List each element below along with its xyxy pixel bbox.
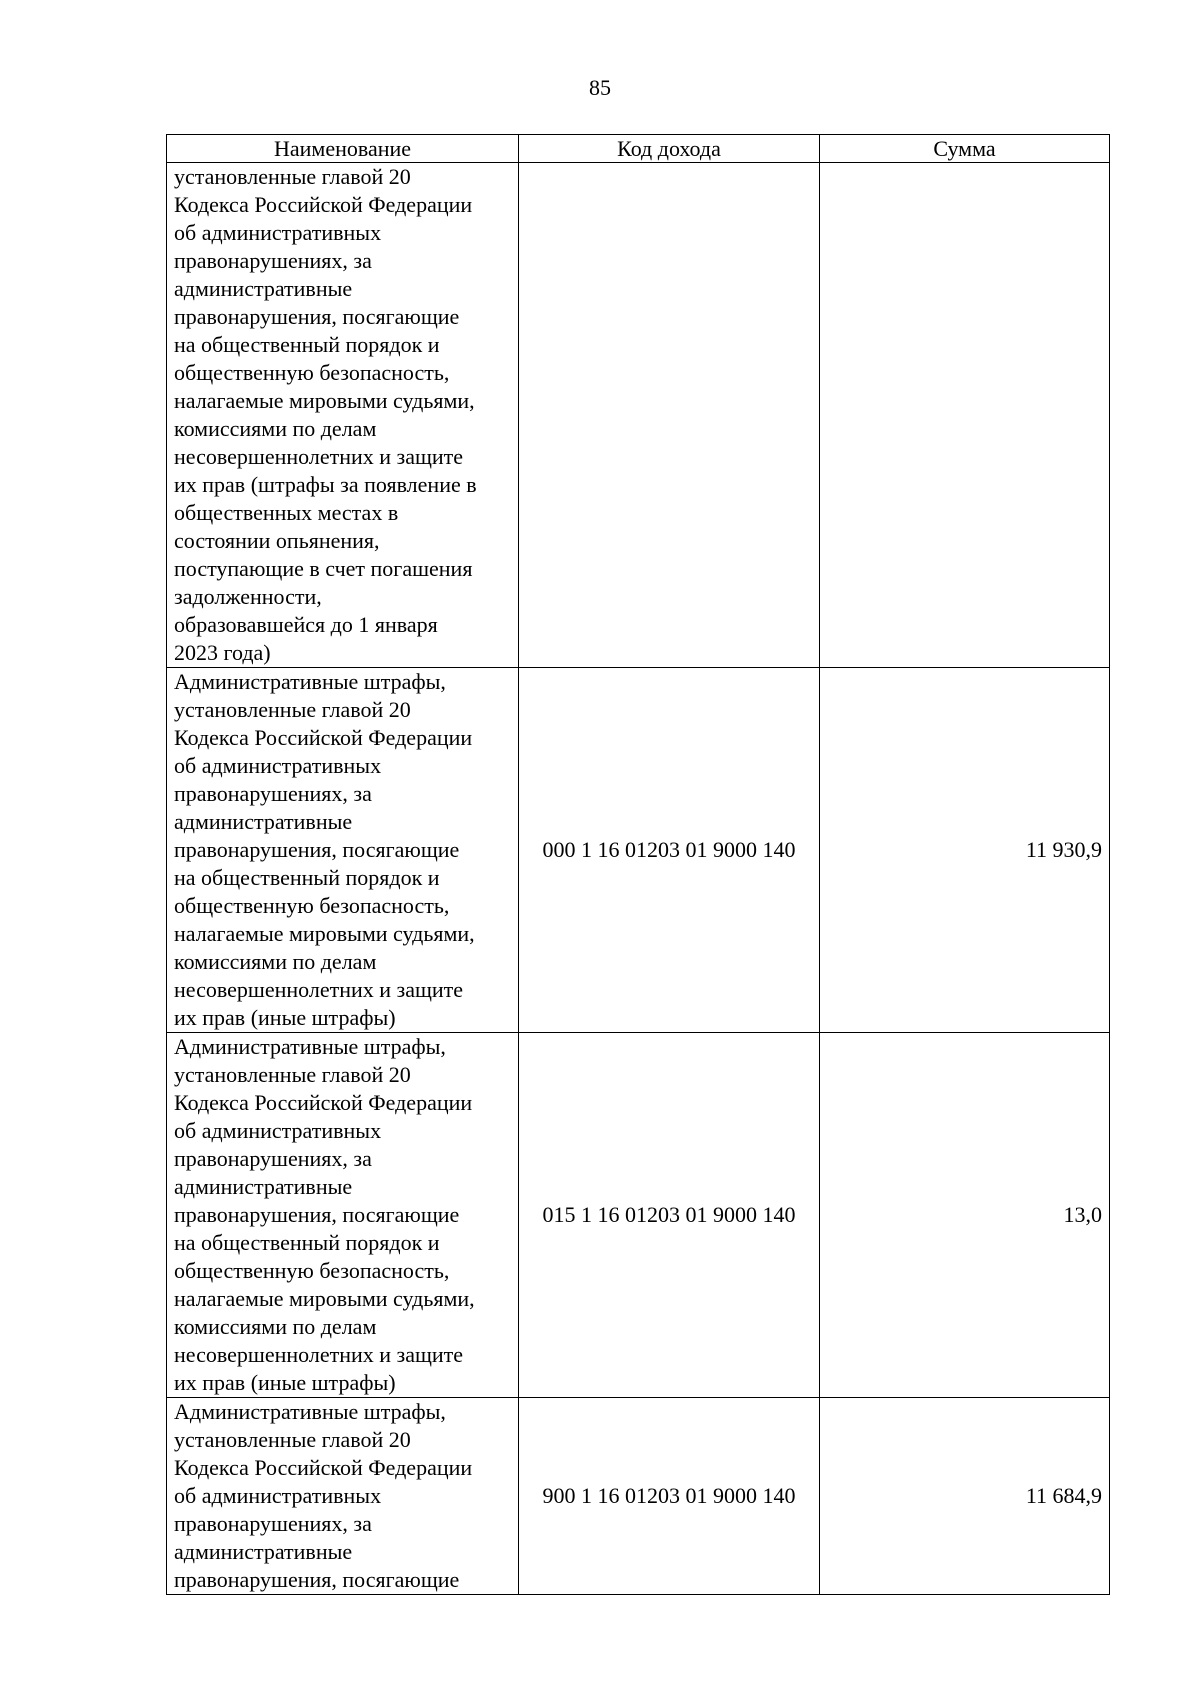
name-line: их прав (иные штрафы) [174, 1005, 396, 1030]
name-line: общественную безопасность, [174, 893, 450, 918]
cell-sum: 13,0 [820, 1033, 1110, 1398]
cell-code: 900 1 16 01203 01 9000 140 [519, 1398, 820, 1595]
table-header-row [167, 135, 1110, 163]
name-line: комиссиями по делам [174, 1314, 377, 1339]
name-line: правонарушения, посягающие [174, 1202, 460, 1227]
header-sum: Сумма [820, 135, 1110, 163]
name-line: правонарушениях, за [174, 1511, 372, 1536]
name-line: об административных [174, 220, 382, 245]
name-line: Административные штрафы, [174, 669, 446, 694]
name-line: несовершеннолетних и защите [174, 977, 464, 1002]
cell-sum: 11 930,9 [820, 668, 1110, 1033]
page-number: 85 [589, 75, 611, 100]
cell-code: 000 1 16 01203 01 9000 140 [519, 668, 820, 1033]
name-line: состоянии опьянения, [174, 528, 380, 553]
name-line: на общественный порядок и [174, 1230, 440, 1255]
name-line: об административных [174, 1118, 382, 1143]
name-line: 2023 года) [174, 640, 271, 665]
name-line: установленные главой 20 [174, 1062, 411, 1087]
table-row [167, 1398, 1110, 1595]
name-line: Кодекса Российской Федерации [174, 1455, 473, 1480]
name-line: несовершеннолетних и защите [174, 444, 464, 469]
name-line: административные [174, 1174, 353, 1199]
name-line: правонарушениях, за [174, 248, 372, 273]
cell-name [167, 668, 519, 1033]
name-line: административные [174, 809, 353, 834]
cell-name [167, 163, 519, 668]
name-line: установленные главой 20 [174, 697, 411, 722]
name-line: об административных [174, 1483, 382, 1508]
table-body [167, 163, 1110, 1595]
name-line: задолженности, [174, 584, 322, 609]
name-line: общественную безопасность, [174, 360, 450, 385]
name-line: на общественный порядок и [174, 865, 440, 890]
name-line: несовершеннолетних и защите [174, 1342, 464, 1367]
cell-name [167, 1033, 519, 1398]
name-line: поступающие в счет погашения [174, 556, 473, 581]
name-line: правонарушения, посягающие [174, 1567, 460, 1592]
cell-code: 015 1 16 01203 01 9000 140 [519, 1033, 820, 1398]
table-row [167, 668, 1110, 1033]
name-line: правонарушениях, за [174, 781, 372, 806]
name-line: их прав (штрафы за появление в [174, 472, 477, 497]
name-line: Административные штрафы, [174, 1034, 446, 1059]
header-code: Код дохода [519, 135, 820, 163]
cell-name [167, 1398, 519, 1595]
name-line: общественную безопасность, [174, 1258, 450, 1283]
name-line: Административные штрафы, [174, 1399, 446, 1424]
name-line: их прав (иные штрафы) [174, 1370, 396, 1395]
cell-code [519, 163, 820, 668]
name-line: установленные главой 20 [174, 164, 411, 189]
table-row [167, 1033, 1110, 1398]
name-line: Кодекса Российской Федерации [174, 192, 473, 217]
name-line: Кодекса Российской Федерации [174, 725, 473, 750]
name-line: налагаемые мировыми судьями, [174, 1286, 475, 1311]
name-line: образовавшейся до 1 января [174, 612, 438, 637]
header-name: Наименование [167, 135, 519, 163]
name-line: на общественный порядок и [174, 332, 440, 357]
name-line: общественных местах в [174, 500, 399, 525]
cell-sum: 11 684,9 [820, 1398, 1110, 1595]
name-line: комиссиями по делам [174, 949, 377, 974]
name-line: Кодекса Российской Федерации [174, 1090, 473, 1115]
name-line: установленные главой 20 [174, 1427, 411, 1452]
name-line: административные [174, 1539, 353, 1564]
name-line: комиссиями по делам [174, 416, 377, 441]
name-line: правонарушения, посягающие [174, 304, 460, 329]
revenue-table [166, 134, 1110, 1595]
cell-sum [820, 163, 1110, 668]
name-line: правонарушения, посягающие [174, 837, 460, 862]
name-line: об административных [174, 753, 382, 778]
name-line: административные [174, 276, 353, 301]
name-line: налагаемые мировыми судьями, [174, 388, 475, 413]
name-line: правонарушениях, за [174, 1146, 372, 1171]
name-line: налагаемые мировыми судьями, [174, 921, 475, 946]
table-row [167, 163, 1110, 668]
